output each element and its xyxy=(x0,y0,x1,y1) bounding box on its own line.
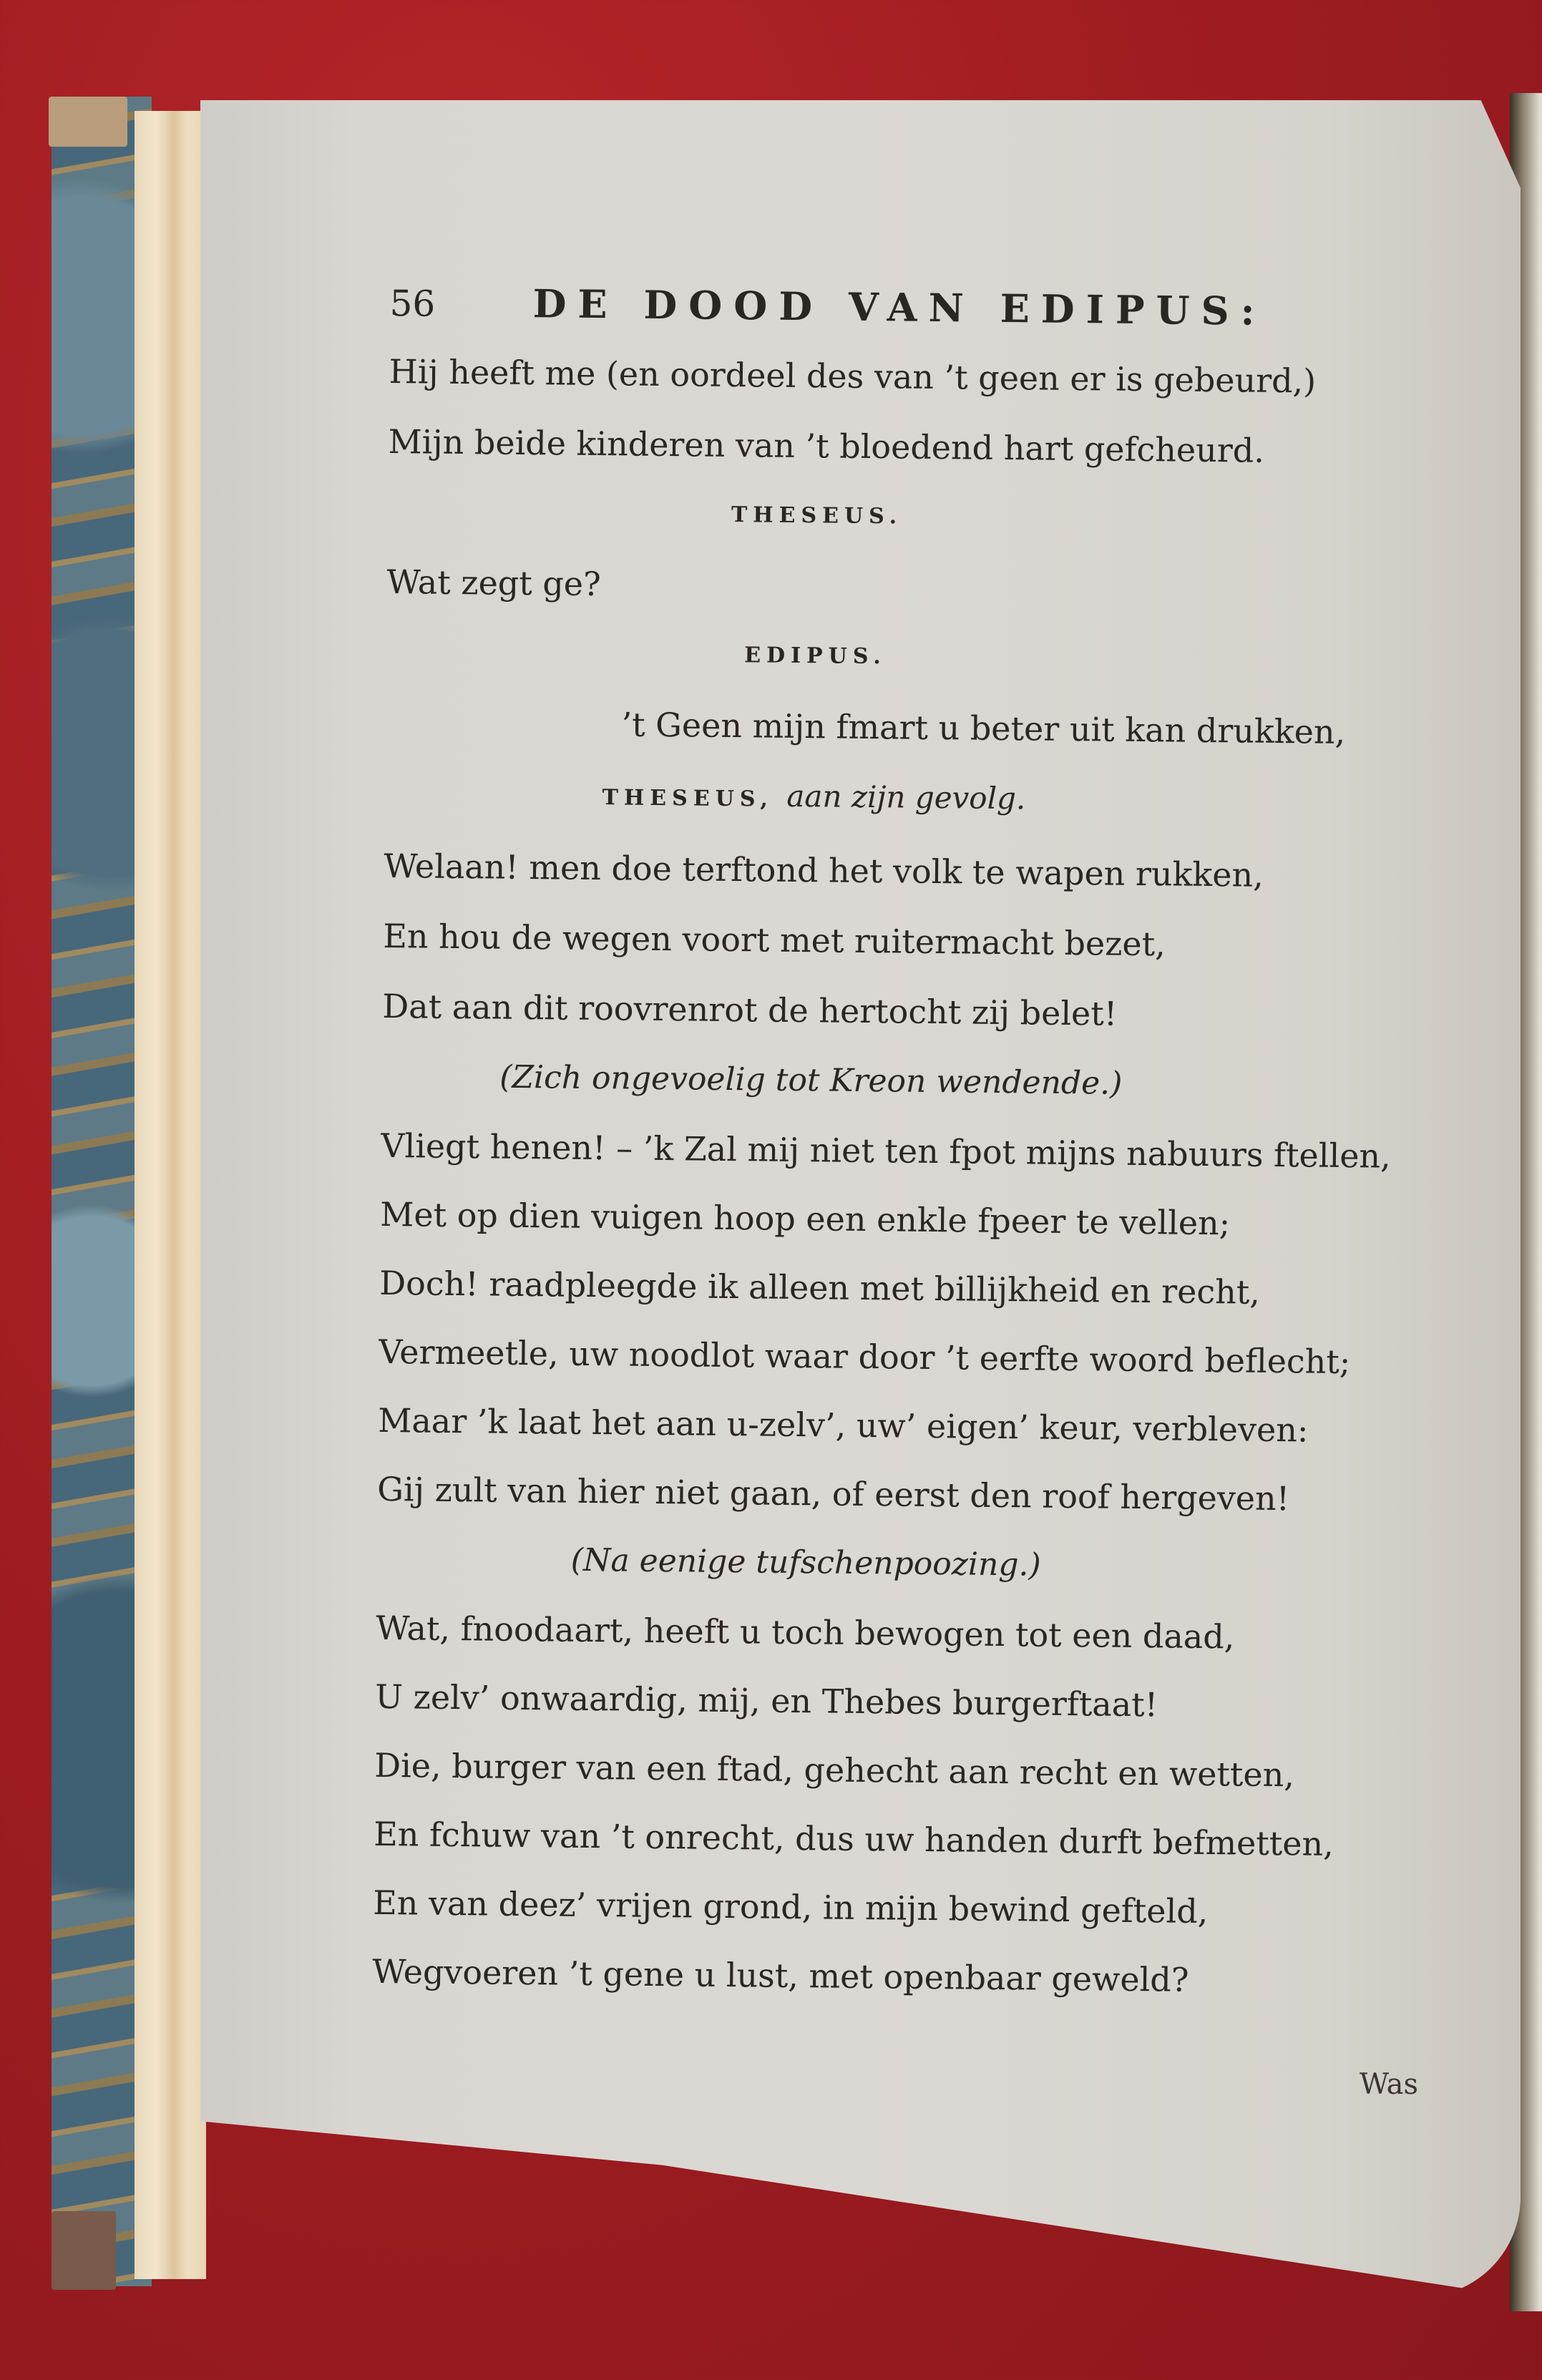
verse-line: En fchuw van ’t onrecht, dus uw handen durft befmetten, xyxy=(373,1814,1334,1863)
verse-line: Vliegt henen! – ’k Zal mij niet ten fpot mijns nabuurs ftellen, xyxy=(381,1126,1391,1176)
stage-direction: (Na eenige tufschenpoozing.) xyxy=(570,1541,1041,1584)
leather-corner-bottom xyxy=(52,2211,116,2290)
verse-line: Vermeetle, uw noodlot waar door ’t eerfte woord beflecht; xyxy=(379,1332,1351,1382)
verse-line: Wat zegt ge? xyxy=(386,562,602,604)
verse-line: En hou de wegen voort met ruitermacht bezet, xyxy=(383,916,1166,964)
running-title: DE DOOD VAN EDIPUS: xyxy=(532,281,1267,334)
verse-line: ’t Geen mijn fmart u beter uit kan drukken, xyxy=(621,705,1346,752)
verse-line: Die, burger van een ftad, gehecht aan recht en wetten, xyxy=(374,1745,1295,1795)
leather-corner-top xyxy=(49,97,127,147)
verse-line: En van deez’ vrijen grond, in mijn bewind gefteld, xyxy=(372,1883,1209,1931)
verse-line: Wat, fnoodaart, heeft u toch bewogen tot een daad, xyxy=(375,1608,1235,1657)
verse-line: Dat aan dit roovrenrot de hertocht zij belet! xyxy=(382,986,1118,1033)
speaker-label-with-direction xyxy=(384,757,1244,840)
verse-line: Gij zult van hier niet gaan, of eerst den roof hergeven! xyxy=(377,1469,1290,1518)
speaker-name: THESEUS, xyxy=(602,785,774,812)
verse-line: Hij heeft me (en oordeel des van ’t geen er is gebeurd,) xyxy=(389,351,1317,401)
verse-line: Maar ’k laat het aan u-zelv’, uw’ eigen’ keur, verbleven: xyxy=(378,1400,1309,1450)
page-header xyxy=(389,279,1449,347)
page-content xyxy=(372,279,1449,2016)
verse-line: Met op dien vuigen hoop een enkle fpeer te vellen; xyxy=(380,1194,1231,1243)
stage-direction: (Zich ongevoelig tot Kreon wendende.) xyxy=(499,1058,1123,1102)
stage-direction-inline: aan zijn gevolg. xyxy=(786,778,1026,816)
verse-line: Doch! raadpleegde ik alleen met billijkheid en recht, xyxy=(379,1263,1261,1312)
verse-line: Wegvoeren ’t gene u lust, met openbaar geweld? xyxy=(371,1951,1189,1999)
catchword: Was xyxy=(1360,2068,1419,2101)
verse-line: Mijn beide kinderen van ’t bloedend hart gefcheurd. xyxy=(388,421,1265,470)
page-number: 56 xyxy=(389,282,436,325)
speaker-label: EDIPUS. xyxy=(743,643,887,670)
speaker-label: THESEUS. xyxy=(731,502,903,530)
page-edges-stack xyxy=(135,111,206,2279)
verse-line: Welaan! men doe terftond het volk te wapen rukken, xyxy=(384,846,1264,894)
verse-line: U zelv’ onwaardig, mij, en Thebes burgerftaat! xyxy=(374,1677,1158,1725)
